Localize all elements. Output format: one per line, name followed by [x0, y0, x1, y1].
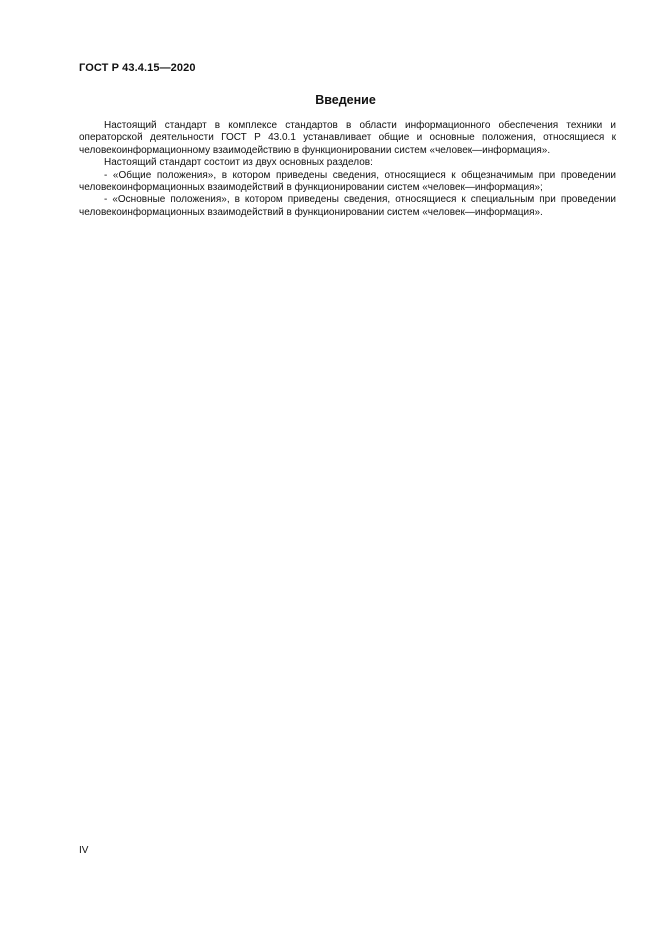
- body-text: [79, 120, 616, 219]
- page-number: IV: [79, 845, 89, 856]
- section-title: Введение: [315, 93, 376, 107]
- list-item-general-provisions: - «Общие положения», в котором приведены сведения, относящиеся к общезначимым при проведении человекоинформационных взаимодействий в функционировании систем «человек—информация»;: [79, 169, 616, 194]
- list-item-main-provisions: - «Основные положения», в котором приведены сведения, относящиеся к специальным при проведении человекоинформационных взаимодействий в функционировании систем «человек—информация».: [79, 194, 616, 218]
- paragraph-structure: Настоящий стандарт состоит из двух основных разделов:: [104, 157, 373, 169]
- paragraph-intro: Настоящий стандарт в комплексе стандартов в области информационного обеспечения техники и операторской деятельности ГОСТ Р 43.0.1 устанавливает общие и основные положения, относящиеся к человекоинформационному взаимодействию в функционировании систем «человек—информация».: [79, 120, 616, 156]
- document-code: ГОСТ Р 43.4.15—2020: [79, 62, 196, 74]
